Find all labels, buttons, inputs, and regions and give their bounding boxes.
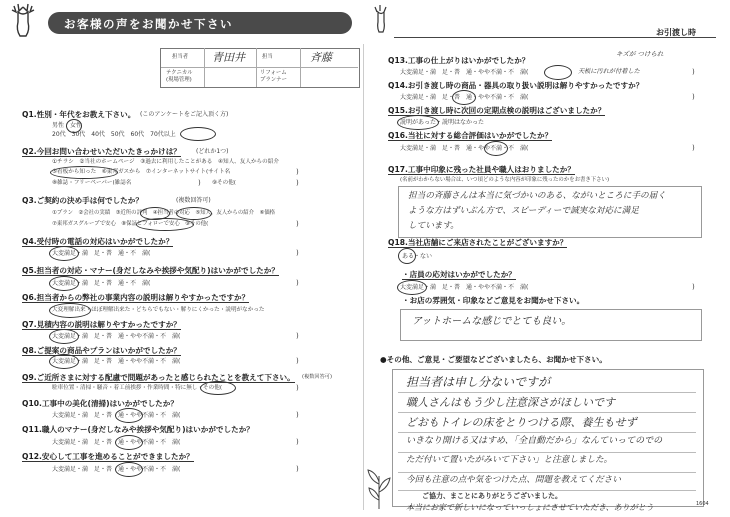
q8-label-text: Q8.ご提案の商品やプランはいかがでしたか？ — [22, 346, 181, 355]
q15-label-text: Q15.お引き渡し時に次回の定期点検の説明はございましたか？ — [388, 106, 606, 115]
q17-handwriting-3: しています。 — [408, 221, 459, 231]
q3-line2: ⑦東邦ガスグループで安心 ⑧保証とフォローで安心 ⑨その他( — [52, 221, 209, 227]
q9-label-text: Q9.ご近所さまに対する配慮で問題があったと感じられたことを教えて下さい。 — [22, 373, 295, 382]
q11-scale: 大変満足・満 足・普 通・やや不満・不 満( — [52, 439, 181, 446]
q1-gender: 男性 女性 — [52, 122, 83, 129]
q8-label — [22, 347, 181, 355]
q18b-handwriting: アットホームな感じでとても良い。 — [412, 316, 572, 327]
q1-note: (このアンケートをご記入頂く方) — [140, 111, 229, 118]
other-printed-thanks: ご協力、まことにありがとうございました。 — [422, 492, 562, 500]
q5-paren: ) — [296, 279, 299, 287]
q1-label: Q1.性別・年代をお教え下さい。 — [22, 110, 136, 119]
q15-label — [388, 107, 605, 115]
rep-name: 斉藤 — [310, 51, 332, 64]
q10-circle — [115, 408, 143, 423]
q14-label: Q14.お引き渡し時の商品・器具の取り扱い説明は解りやすかったですか？ — [388, 81, 644, 90]
other-rule-2 — [398, 412, 696, 413]
q13-handwriting-top: キズが つけられ — [616, 50, 664, 58]
reform-label: リフォーム — [260, 70, 287, 76]
other-handwriting-4: いきなり開ける又はすめ、「全自動だから」なんていってのでの — [406, 436, 663, 446]
q18a-circle — [397, 280, 427, 295]
q14-circle — [452, 90, 476, 105]
q3-line1: ①プラン ②会社の実績 ③近所の評判 ④担当者の対応 ⑤知人、友人からの紹介 ⑥価格 — [52, 210, 276, 216]
q18-scale: ある・ない — [402, 253, 433, 260]
other-handwriting-6: 今回も注意の点や気をつけた点、問題を教えてください — [406, 475, 621, 485]
q18-label — [388, 239, 567, 247]
q2-line3: ⑧雑誌・フリーペーパー(雑誌名 — [52, 180, 132, 186]
other-rule-6 — [398, 490, 696, 491]
q4-label-text: Q4.受付時の電話の対応はいかがでしたか？ — [22, 237, 174, 246]
q12-paren: ) — [296, 465, 299, 473]
q5-label — [22, 267, 279, 275]
q8-scale: 大変満足・満 足・普 通・やや不満・不 満( — [52, 358, 181, 365]
q16-paren: ) — [692, 144, 695, 152]
q2-paren-3: ) — [296, 179, 299, 187]
q10-paren: ) — [296, 411, 299, 419]
q14-paren: ) — [692, 93, 695, 101]
q2-line2: ⑤看板から知った ⑥東邦ガスから ⑦インターネットサイト(サイト名 — [52, 169, 231, 175]
q17-label — [388, 166, 575, 174]
q7-scale: 大変満足・満 足・普 通・やや不満・不 満( — [52, 333, 181, 340]
q3-circle-2 — [176, 207, 212, 220]
q9-label — [22, 374, 295, 382]
q16-circle — [484, 141, 508, 156]
q18a-label — [402, 271, 516, 279]
q9-circle — [200, 381, 236, 395]
q7-paren: ) — [296, 332, 299, 340]
q12-scale: 大変満足・満 足・普 通・やや不満・不 満( — [52, 466, 181, 473]
q5-scale: 大変満足・満 足・普 通・不 満( — [52, 280, 151, 287]
q12-label — [22, 453, 194, 461]
q2-label — [22, 148, 181, 156]
q1-age-circle — [180, 127, 216, 141]
q18b-label: ・お店の雰囲気・印象などご意見をお聞かせ下さい。 — [402, 296, 585, 305]
rep-label: 担当 — [262, 54, 273, 60]
q14-scale: 大変満足・満 足・普 通・やや不満・不 満( — [400, 94, 529, 101]
deer-logo-small-icon — [370, 4, 392, 34]
q18a-scale: 大変満足・満 足・普 通・やや不満・不 満( — [400, 284, 529, 291]
q7-label — [22, 321, 181, 329]
q16-scale: 大変満足・満 足・普 通・やや不満・不 満( — [400, 145, 529, 152]
other-rule-4 — [398, 452, 696, 453]
other-rule-5 — [398, 472, 696, 473]
q6-circle — [49, 303, 91, 318]
q18-circle — [398, 248, 416, 264]
q18a-paren: ) — [692, 283, 695, 291]
q12-circle — [115, 462, 143, 477]
q3-note: (複数回答可) — [176, 197, 211, 204]
page-center-divider — [363, 44, 364, 510]
staff-col-divider-3 — [300, 48, 301, 87]
q8-circle — [49, 354, 79, 369]
page-title: お客様の声をお聞かせ下さい — [64, 17, 233, 31]
other-rule-1 — [398, 392, 696, 393]
q17-handwriting-1: 担当の斉藤さんは本当に気づかいのある、ながいところに手の届く — [408, 191, 666, 201]
q18a-label-text: ・店員の応対はいかがでしたか？ — [402, 270, 516, 279]
q5-circle — [49, 276, 79, 291]
plant-decoration-icon — [366, 462, 392, 510]
sales-name: 青田井 — [212, 51, 245, 64]
q15-scale: 説明があった・説明はなかった — [400, 119, 484, 126]
q9-paren: ) — [296, 384, 299, 392]
q9-line1: 駐車位置・清掃・騒音・着工前挨拶・作業時間・特に無し・その他( — [52, 385, 222, 391]
q10-scale: 大変満足・満 足・普 通・やや不満・不 満( — [52, 412, 181, 419]
reform-sub: プランナー — [260, 77, 287, 83]
q4-circle — [49, 246, 79, 261]
q13-handwriting: 天板に汚れが付着した — [578, 68, 640, 75]
handover-label: お引渡し時 — [656, 28, 696, 37]
q2-label-text: Q2.今回お問い合わせいただいたきっかけは？ — [22, 147, 181, 156]
q11-label: Q11.職人のマナー(身だしなみや挨拶や気配り)はいかがでしたか？ — [22, 425, 254, 434]
q5-label-text: Q5.担当者の対応・マナー(身だしなみや挨拶や気配り)はいかがでしたか？ — [22, 266, 279, 275]
staff-table-divider — [161, 67, 358, 68]
q3-circle-3 — [136, 218, 194, 231]
q4-label — [22, 238, 173, 246]
q8-paren: ) — [296, 357, 299, 365]
other-handwriting-7: 本当にお家で新しいになっていっしょにさせていただき、ありがとう — [406, 503, 654, 512]
q2-paren-2: ) — [198, 179, 201, 187]
other-handwriting-3: どおもトイレの床をとりつける際、養生もせず — [406, 416, 637, 429]
q6-scale: 大変理解出来・ほぼ理解出来た・どちらでもない・解りにくかった・説明がなかった — [52, 307, 265, 313]
q17-label-text: Q17.工事中印象に残った社員や職人はおりましたか？ — [388, 165, 575, 174]
other-label: ●その他、ご意見・ご要望などございましたら、お聞かせ下さい。 — [380, 355, 607, 364]
other-handwriting-1: 担当者は申し分ないですが — [406, 375, 551, 389]
page-code: 1604 — [696, 501, 709, 507]
staff-col-divider-1 — [204, 48, 205, 87]
q3-paren: ) — [296, 220, 299, 228]
q11-circle — [115, 435, 143, 450]
other-handwriting-2: 職人さんはもう少し注意深さがほしいです — [406, 396, 615, 409]
q2-paren-1: ) — [296, 168, 299, 176]
q4-paren: ) — [296, 249, 299, 257]
q13-paren: ) — [692, 68, 695, 76]
q3-label: Q3.ご契約の決め手は何でしたか？ — [22, 196, 143, 205]
q2-line1: ①チラシ ②当社のホームページ ③過去に利用したことがある ④知人、友人からの紹介 — [52, 159, 279, 165]
q6-label-text: Q6.担当者からの弊社の事業内容の説明は解りやすかったですか？ — [22, 293, 250, 302]
q13-label: Q13.工事の仕上がりはいかがでしたか？ — [388, 56, 530, 65]
q2-answer-circle — [50, 166, 118, 179]
q2-note: (どれか1つ) — [196, 148, 229, 155]
staff-col-divider-2 — [256, 48, 257, 87]
q12-label-text: Q12.安心して工事を進めることができましたか？ — [22, 452, 194, 461]
q9-note: (複数回答可) — [302, 374, 332, 380]
q17-handwriting-2: ような方はずいぶん方で、スピーディーで誠実な対応に満足 — [408, 206, 639, 216]
q7-circle — [49, 329, 79, 344]
q17-note: (名前がわからない場合は、いつ頃どのような内容が印象に残ったのかをお書き下さい) — [400, 177, 610, 183]
deer-logo-icon — [6, 2, 40, 40]
q16-label-text: Q16.当社に対する総合評価はいかがでしたか？ — [388, 131, 553, 140]
q18-label-text: Q18.当社店舗にご来店されたことがございますか？ — [388, 238, 568, 247]
q16-label — [388, 132, 552, 140]
q6-label — [22, 294, 249, 302]
q2-line3b: ⑨その他( — [212, 180, 236, 186]
tech-sub: (現場管理) — [166, 77, 192, 83]
q1-ages: 20代 30代 40代 50代 60代 70代以上 — [52, 131, 176, 138]
other-rule-3 — [398, 432, 696, 433]
tech-label: テクニカル — [166, 70, 193, 76]
q7-label-text: Q7.見積内容の説明は解りやすかったですか？ — [22, 320, 181, 329]
sales-label: 担当者 — [172, 54, 189, 60]
q11-paren: ) — [296, 438, 299, 446]
q13-scale: 大変満足・満 足・普 通・やや不満・不 満( — [400, 69, 529, 76]
q10-label: Q10.工事中の美化(清掃)はいかがでしたか？ — [22, 399, 178, 408]
q4-scale: 大変満足・満 足・普 通・不 満( — [52, 250, 151, 257]
q15-circle — [397, 115, 439, 130]
q13-circle — [544, 65, 572, 80]
other-handwriting-5: ただ付いて置いたがみいて下さい」と注意しました。 — [406, 455, 613, 465]
